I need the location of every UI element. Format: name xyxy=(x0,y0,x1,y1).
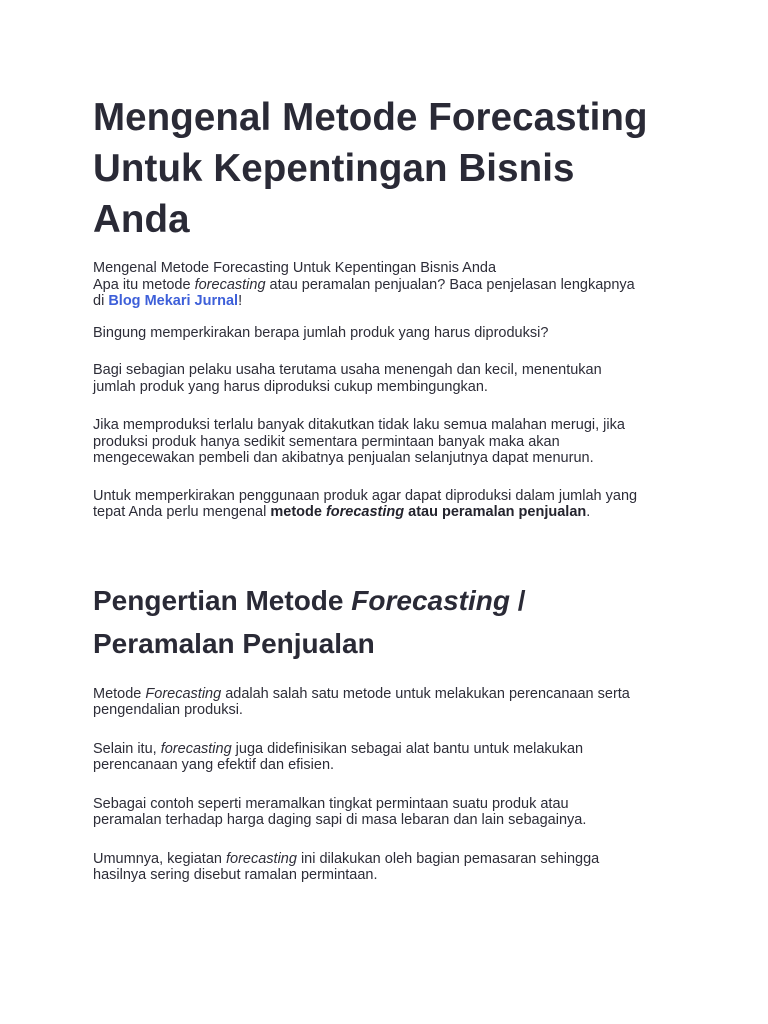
paragraph xyxy=(93,417,683,467)
paragraph-text: hasilnya sering disebut ramalan permintaan. xyxy=(93,867,378,883)
paragraph-text: mengecewakan pembeli dan akibatnya penjualan selanjutnya dapat menurun. xyxy=(93,450,594,466)
heading-text: Pengertian Metode xyxy=(93,584,352,616)
bold-text: atau peramalan penjualan xyxy=(404,504,587,520)
article xyxy=(93,0,683,884)
intro-text: ! xyxy=(238,293,243,309)
paragraph-text: tepat Anda perlu mengenal xyxy=(93,504,271,520)
paragraph-emphasis: forecasting xyxy=(160,740,232,757)
title-line: Mengenal Metode Forecasting xyxy=(93,96,648,139)
paragraph-text: . xyxy=(586,504,591,520)
paragraph-text: produksi produk hanya sedikit sementara permintaan banyak maka akan xyxy=(93,433,560,450)
intro-block xyxy=(93,260,683,310)
paragraph-text: ini dilakukan oleh bagian pemasaran sehingga xyxy=(296,850,600,867)
intro-text: atau peramalan penjualan? Baca penjelasan lengkapnya xyxy=(265,276,635,293)
paragraph-text: Selain itu, xyxy=(93,740,161,757)
title-line: Anda xyxy=(93,198,190,241)
bold-italic-text: forecasting xyxy=(325,504,405,520)
paragraph-text: Umumnya, kegiatan xyxy=(93,850,226,867)
emphasis-bold xyxy=(270,504,586,520)
intro-text: Apa itu metode xyxy=(93,276,195,293)
intro-emphasis: forecasting xyxy=(194,276,266,293)
paragraph-text: Bagi sebagian pelaku usaha terutama usaha menengah dan kecil, menentukan xyxy=(93,362,602,378)
section-heading xyxy=(93,579,683,665)
paragraph-emphasis: forecasting xyxy=(225,850,297,867)
paragraph-text: peramalan terhadap harga daging sapi di masa lebaran dan lain sebagainya. xyxy=(93,812,587,828)
paragraph xyxy=(93,362,683,395)
intro-text: di xyxy=(93,293,109,309)
heading-text: Peramalan Penjualan xyxy=(93,627,375,659)
paragraph xyxy=(93,325,683,342)
paragraph-text: Metode xyxy=(93,685,146,702)
intro-line: Mengenal Metode Forecasting Untuk Kepentingan Bisnis Anda xyxy=(93,260,497,276)
title-line: Untuk Kepentingan Bisnis xyxy=(93,147,575,190)
paragraph xyxy=(93,488,683,521)
paragraph-text: Sebagai contoh seperti meramalkan tingkat permintaan suatu produk atau xyxy=(93,795,569,812)
heading-emphasis: Forecasting xyxy=(351,584,510,616)
paragraph xyxy=(93,741,683,774)
paragraph-text: jumlah produk yang harus diproduksi cukup membingungkan. xyxy=(93,378,488,395)
paragraph-emphasis: Forecasting xyxy=(145,685,222,702)
blog-mekari-jurnal-link[interactable]: Blog Mekari Jurnal xyxy=(108,293,239,309)
paragraph xyxy=(93,796,683,829)
paragraph-text: juga didefinisikan sebagai alat bantu untuk melakukan xyxy=(231,740,584,757)
paragraph-text: Bingung memperkirakan berapa jumlah produk yang harus diproduksi? xyxy=(93,324,549,341)
paragraph-text: perencanaan yang efektif dan efisien. xyxy=(93,757,335,773)
heading-text: / xyxy=(509,584,526,616)
paragraph xyxy=(93,851,683,884)
paragraph-text: Untuk memperkirakan penggunaan produk agar dapat diproduksi dalam jumlah yang xyxy=(93,487,638,504)
bold-text: metode xyxy=(270,504,326,520)
paragraph-text: pengendalian produksi. xyxy=(93,702,243,718)
page-title xyxy=(93,0,683,245)
paragraph-text: Jika memproduksi terlalu banyak ditakutkan tidak laku semua malahan merugi, jika xyxy=(93,417,625,433)
paragraph xyxy=(93,686,683,719)
paragraph-text: adalah salah satu metode untuk melakukan perencanaan serta xyxy=(221,685,630,702)
